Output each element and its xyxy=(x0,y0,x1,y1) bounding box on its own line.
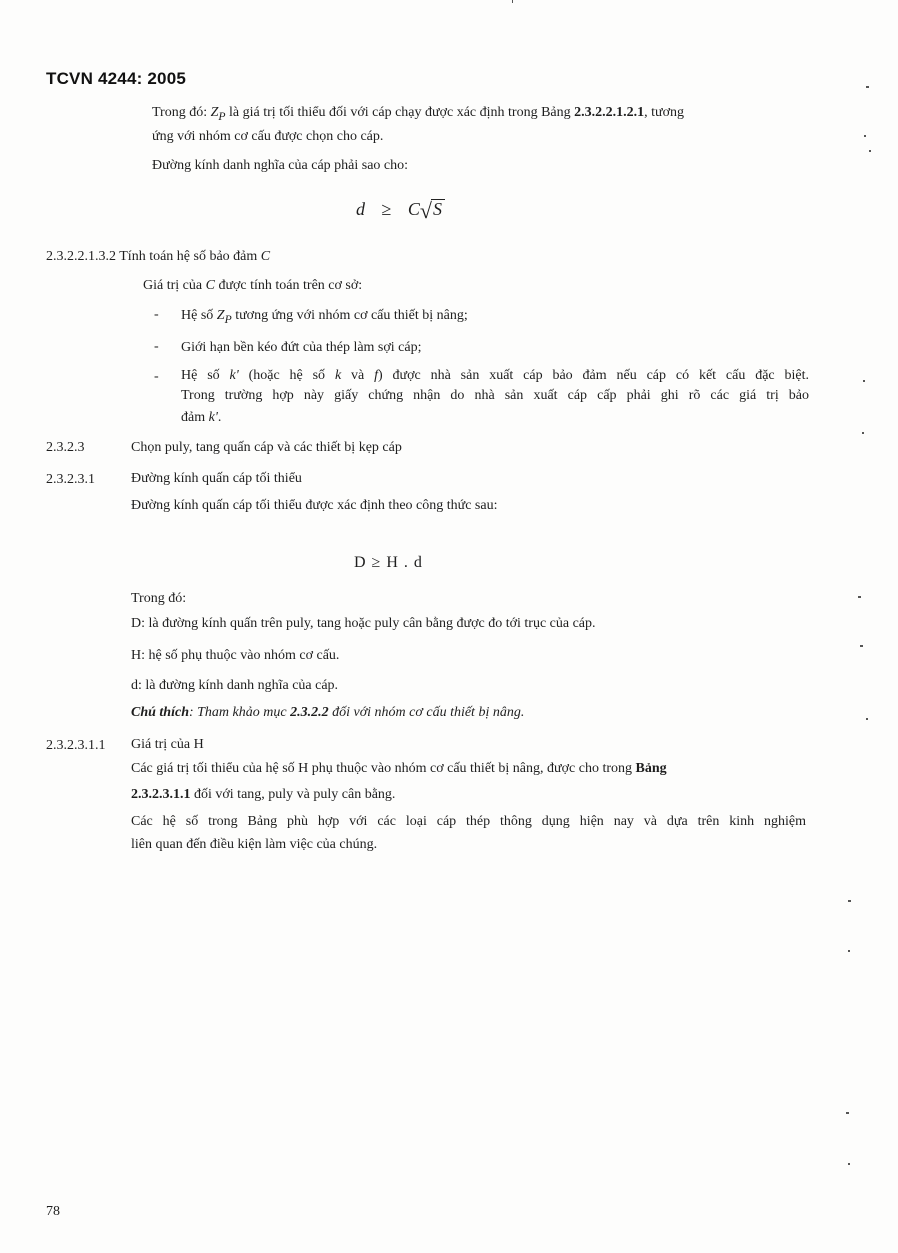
var-z: Z xyxy=(216,308,225,323)
bullet-item-3-line3 xyxy=(181,408,221,428)
bullet-text: và xyxy=(341,368,375,383)
bullet-text: (hoặc hệ số xyxy=(238,368,335,383)
bullet-text: . xyxy=(217,410,222,425)
var-z-sub: P xyxy=(218,109,226,123)
scan-speck xyxy=(863,380,865,382)
var-c: C xyxy=(205,278,215,293)
section-title-2323: Chọn puly, tang quấn cáp và các thiết bị kẹp cáp xyxy=(131,440,402,455)
var-z-sub: P xyxy=(224,312,232,326)
note-reference: 2.3.2.2 xyxy=(290,705,329,720)
bullet-item-2: Giới hạn bền kéo đứt của thép làm sợi cáp; xyxy=(181,340,422,355)
intro-paragraph xyxy=(152,103,812,127)
note-text: : Tham khảo mục xyxy=(188,705,291,720)
note xyxy=(131,703,524,723)
table-reference: Bảng xyxy=(635,761,667,776)
page-number: 78 xyxy=(46,1204,60,1219)
intro-line2: ứng với nhóm cơ cấu được chọn cho cáp. xyxy=(152,129,384,144)
bullet-text: Hệ số xyxy=(181,308,217,323)
scan-speck xyxy=(848,950,850,952)
bullet-item-3-line2: Trong trường hợp này giấy chứng nhận do nhà sản xuất cáp cấp phải ghi rõ các giá trị bảo xyxy=(181,388,809,403)
scan-speck xyxy=(864,135,866,137)
scan-speck xyxy=(860,645,863,647)
bullet-item-1 xyxy=(181,306,468,330)
bullet-text: Hệ số xyxy=(181,368,230,383)
scan-speck xyxy=(869,150,871,152)
intro-text: là giá trị tối thiểu đối với cáp chạy được xác định trong Bảng xyxy=(225,105,575,120)
document-header: TCVN 4244: 2005 xyxy=(46,69,187,88)
section-lead-23231: Đường kính quấn cáp tối thiểu được xác định theo công thức sau: xyxy=(131,498,498,513)
var-f: f xyxy=(374,368,378,383)
section-title-232311: Giá trị của H xyxy=(131,737,204,752)
note-label: Chú thích xyxy=(131,705,189,720)
values-paragraph-line2 xyxy=(131,785,395,805)
section-lead xyxy=(143,276,362,296)
var-c: C xyxy=(260,249,271,264)
section-heading-21232 xyxy=(46,247,270,267)
cable-diameter-formula xyxy=(356,198,445,224)
definition-d: d: là đường kính danh nghĩa của cáp. xyxy=(131,678,339,693)
definition-D: D: là đường kính quấn trên puly, tang hoặc puly cân bằng được đo tới trục của cáp. xyxy=(131,616,596,631)
scan-speck xyxy=(848,900,851,902)
coefficients-paragraph: Các hệ số trong Bảng phù hợp với các loại cáp thép thông dụng hiện nay và dựa trên kinh nghiệm xyxy=(131,814,806,829)
section-number-2323: 2.3.2.3 xyxy=(46,440,85,455)
bullet-dash: - xyxy=(154,369,159,384)
section-title-23231: Đường kính quấn cáp tối thiểu xyxy=(131,471,302,486)
var-k: k xyxy=(334,368,342,383)
lead-text: Giá trị của xyxy=(143,278,206,293)
bullet-text: ) được nhà sản xuất cáp bảo đảm nếu cáp có kết cấu đặc biệt. xyxy=(378,368,809,383)
bullet-text: tương ứng với nhóm cơ cấu thiết bị nâng; xyxy=(231,308,468,323)
where-label: Trong đó: xyxy=(131,591,187,606)
intro-paragraph-2: Đường kính danh nghĩa của cáp phải sao cho: xyxy=(152,158,409,173)
bullet-item-3 xyxy=(181,366,809,386)
section-number-23231: 2.3.2.3.1 xyxy=(46,472,95,487)
para-text: đối với tang, puly và puly cân bằng. xyxy=(190,787,396,802)
table-reference: 2.3.2.3.1.1 xyxy=(131,787,191,802)
section-title: Tính toán hệ số bảo đảm xyxy=(119,249,261,264)
definition-H: H: hệ số phụ thuộc vào nhóm cơ cấu. xyxy=(131,648,340,663)
scan-speck xyxy=(846,1112,849,1114)
formula-s: S xyxy=(431,199,445,218)
scan-speck xyxy=(858,596,861,598)
intro-text: Trong đó: xyxy=(152,105,211,120)
para-text: Các giá trị tối thiểu của hệ số H phụ thuộc vào nhóm cơ cấu thiết bị nâng, được cho trong xyxy=(131,761,636,776)
scan-speck xyxy=(866,718,868,720)
intro-text: , tương xyxy=(644,105,685,120)
coefficients-paragraph-line2: liên quan đến điều kiện làm việc của chúng. xyxy=(131,837,378,852)
formula-operator: ≥ xyxy=(381,199,392,219)
bullet-text: đảm xyxy=(181,410,209,425)
values-paragraph xyxy=(131,759,806,779)
var-k-prime: k' xyxy=(229,368,239,383)
scan-speck xyxy=(848,1163,850,1165)
sqrt-icon: √ xyxy=(419,198,432,223)
section-number: 2.3.2.2.1.3.2 xyxy=(46,249,116,264)
scan-speck xyxy=(862,432,864,434)
bullet-dash: - xyxy=(154,339,159,354)
scan-speck xyxy=(866,86,869,88)
formula-c: C xyxy=(407,199,420,219)
note-text: đối với nhóm cơ cấu thiết bị nâng. xyxy=(328,705,525,720)
bullet-dash: - xyxy=(154,307,159,322)
section-number-232311: 2.3.2.3.1.1 xyxy=(46,738,106,753)
table-reference: 2.3.2.2.1.2.1 xyxy=(574,105,645,120)
scan-speck xyxy=(512,0,513,3)
var-k-prime: k' xyxy=(208,410,218,425)
winding-diameter-formula: D ≥ H . d xyxy=(354,554,423,571)
formula-d: d xyxy=(356,199,365,219)
lead-text: được tính toán trên cơ sở: xyxy=(214,278,363,293)
var-z: Z xyxy=(210,105,219,120)
